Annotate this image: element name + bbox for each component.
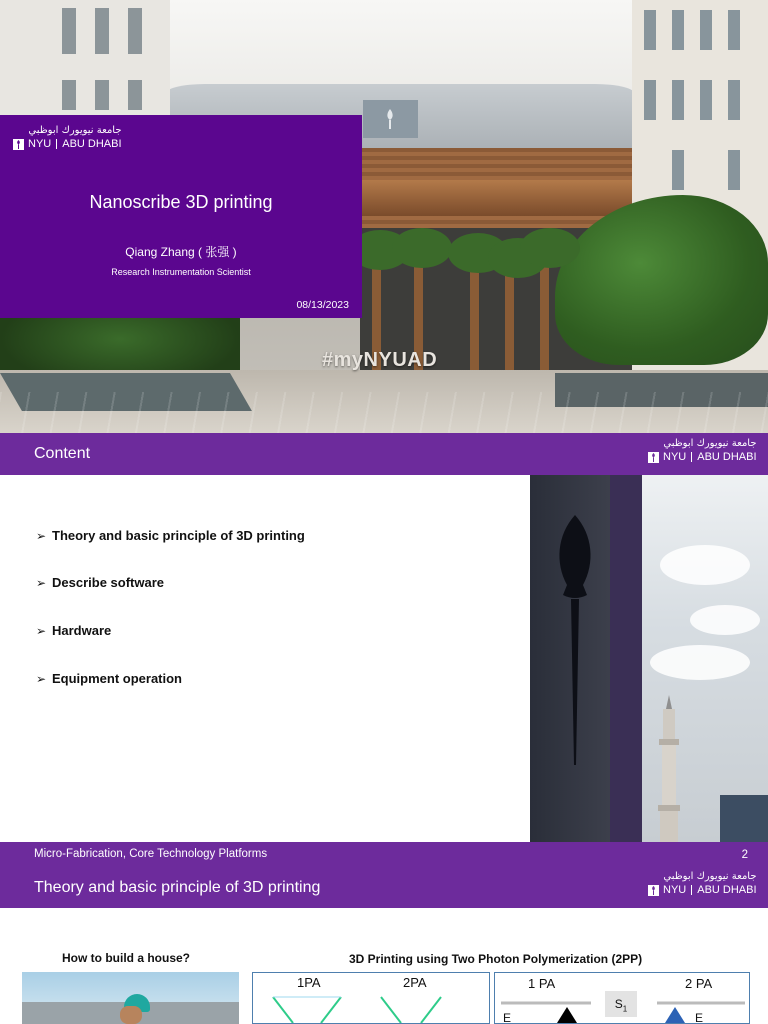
nyuad-logo [648,438,757,463]
nyuad-logo [13,125,122,150]
list-item-label: Equipment operation [52,671,182,686]
slide-header [0,842,768,908]
nyu-torch-wall-photo [530,475,768,842]
label-2pa: 2PA [403,975,427,990]
arrow-bullet-icon: ➢ [36,623,47,638]
presentation-title: Nanoscribe 3D printing [89,192,273,212]
energy-diagram [494,972,750,1024]
palm-trunk [540,260,549,372]
question-label: How to build a house? [62,951,190,965]
energy-label: E [503,1011,512,1024]
logo-campus: ABU DHABI [62,138,122,150]
list-item [36,575,164,590]
palm-crown [520,228,580,268]
slide-heading: Theory and basic principle of 3D printing [34,879,321,896]
theory-slide [0,842,768,1024]
label-1pa: 1 PA [528,976,556,991]
plaza-paving [0,392,768,433]
author-role: Research Instrumentation Scientist [111,267,251,277]
list-item-label: Describe software [52,575,164,590]
label-2pa: 2 PA [685,976,713,991]
logo-campus: ABU DHABI [697,451,757,463]
torch-icon [648,452,659,463]
platform-subtitle: Micro-Fabrication, Core Technology Platforms [34,848,268,860]
palm-trunk [505,270,514,372]
presentation-date: 08/13/2023 [296,299,349,311]
content-slide [0,433,768,842]
absorption-diagram [252,972,490,1024]
list-item [36,528,305,543]
canopy-shade [360,180,635,216]
state-s1: $S_1$ [605,991,637,1017]
logo-nyu: NYU [28,138,52,150]
list-item [36,671,182,686]
list-item-label: Theory and basic principle of 3D printing [52,528,305,543]
logo-nyu: NYU [663,884,687,896]
author-name: Qiang Zhang ( 张强 ) [125,245,237,259]
logo-nyu: NYU [663,451,687,463]
logo-arabic-text: جامعة نيويورك ابوظبي [28,125,122,136]
logo-campus: ABU DHABI [697,884,757,896]
torch-icon [648,885,659,896]
arrow-bullet-icon: ➢ [36,575,47,590]
hashtag-sign: #myNYUAD [322,349,438,371]
list-item [36,623,111,638]
arrow-bullet-icon: ➢ [36,671,47,686]
minaret [652,695,686,842]
title-slide [0,0,768,433]
torch-icon [545,515,605,775]
energy-label: E [695,1011,704,1024]
construction-worker-photo [22,972,239,1024]
slide-heading: Content [34,445,91,462]
energy-levels [495,973,749,1023]
palm-trunk [470,265,479,372]
diagram-title: 3D Printing using Two Photon Polymerization (2PP) [349,952,643,966]
beam-cones [253,973,489,1023]
title-panel [0,115,362,318]
slide-header [0,433,768,475]
page-number: 2 [741,849,748,861]
label-1pa: 1PA [297,975,321,990]
list-item-label: Hardware [52,623,112,638]
palm-crown [392,228,452,268]
logo-arabic-text: جامعة نيويورك ابوظبي [663,438,757,449]
arrow-bullet-icon: ➢ [36,528,47,543]
torch-icon [13,139,24,150]
torch-crest [363,100,418,138]
logo-arabic-text: جامعة نيويورك ابوظبي [663,871,757,882]
nyuad-logo [648,871,757,896]
